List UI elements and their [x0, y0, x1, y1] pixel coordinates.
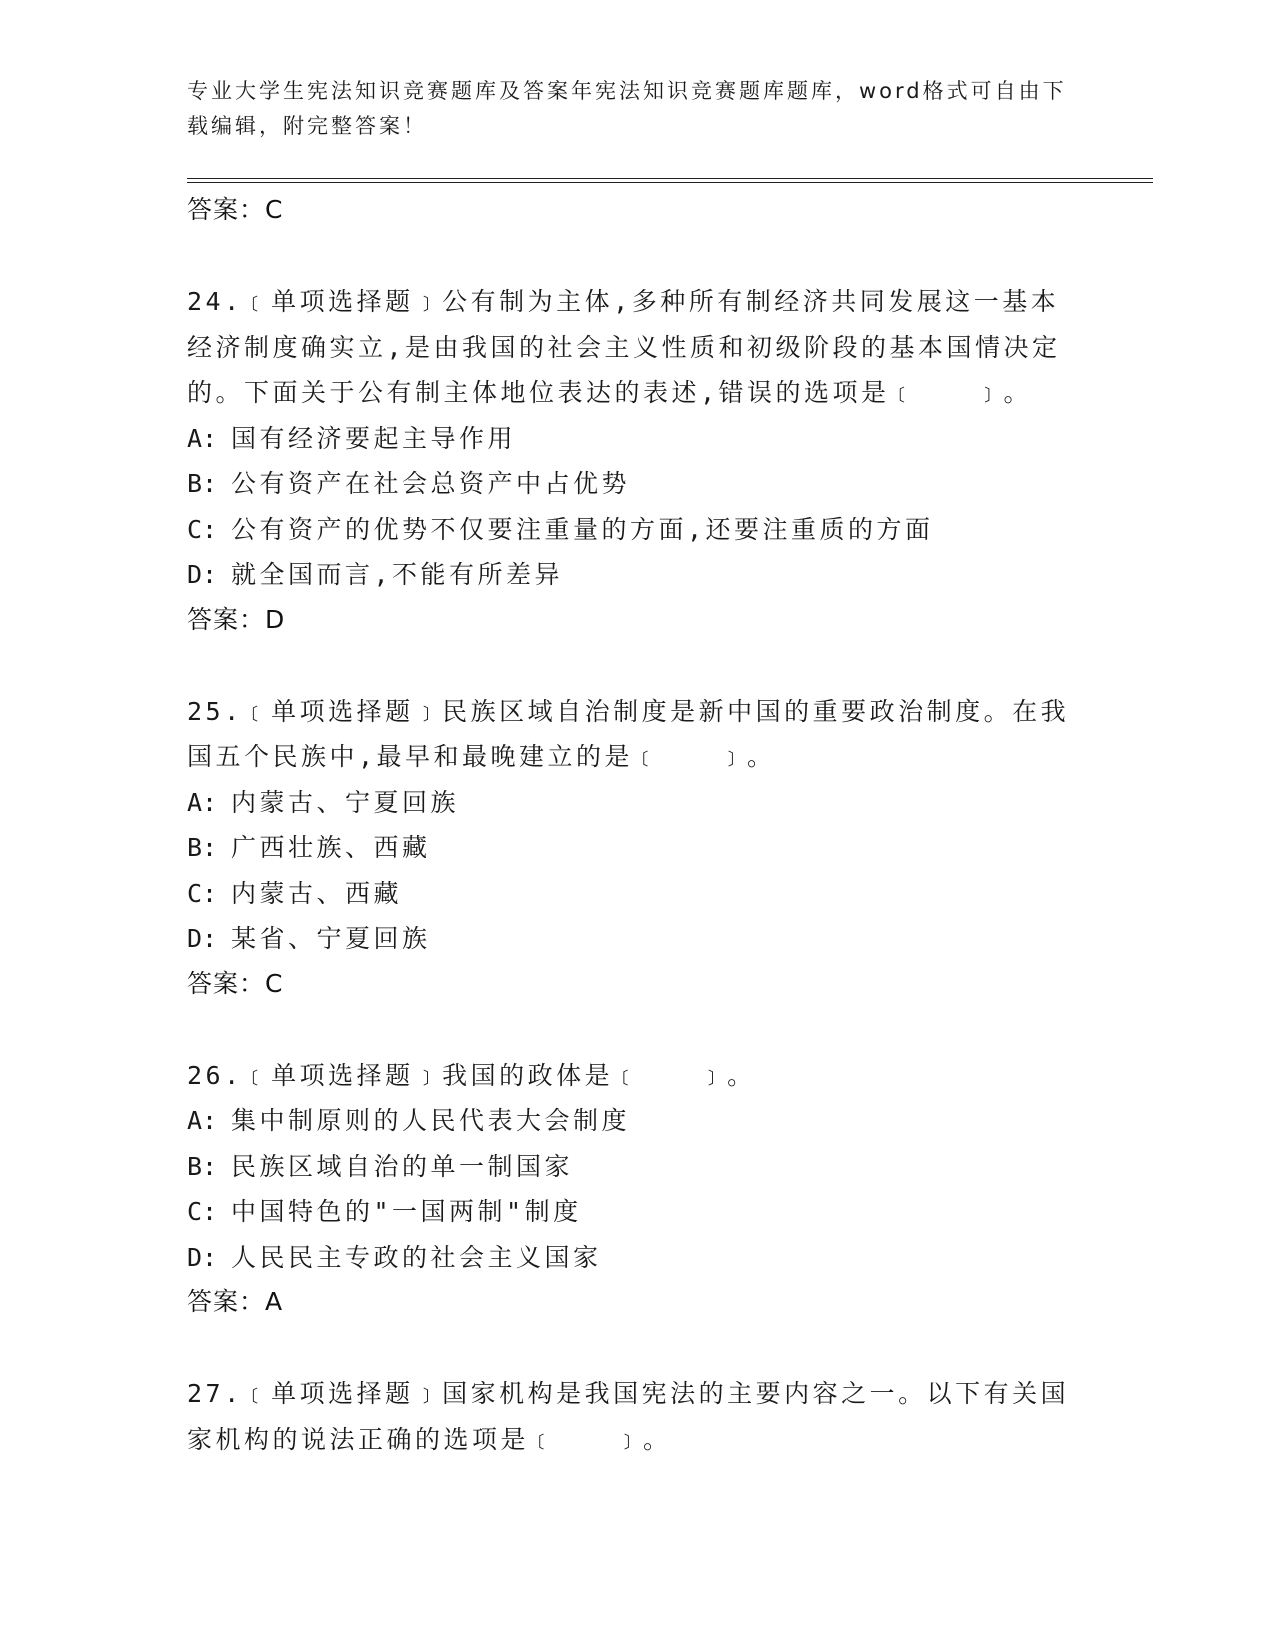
question-26	[187, 1053, 1087, 1325]
option-letter: C:	[187, 1197, 218, 1226]
option-text: 公有资产的优势不仅要注重量的方面,还要注重质的方面	[231, 514, 934, 544]
answer-line: 答案：D	[187, 604, 286, 634]
option-text: 集中制原则的人民代表大会制度	[231, 1106, 631, 1135]
option-letter: A:	[187, 423, 218, 453]
option-d	[187, 552, 1087, 598]
question-25	[187, 689, 1087, 1006]
option-letter: B:	[187, 469, 218, 498]
option-text: 某省、宁夏回族	[231, 924, 431, 953]
option-text: 民族区域自治的单一制国家	[231, 1151, 574, 1181]
question-stem: 25.﹝单项选择题﹞民族区域自治制度是新中国的重要政治制度。在我国五个民族中,最早和最晚建立的是﹝ ﹞。	[187, 696, 1070, 771]
option-text: 内蒙古、西藏	[231, 878, 403, 908]
option-text: 人民民主专政的社会主义国家	[231, 1242, 602, 1272]
question-24	[187, 279, 1087, 642]
option-letter: B:	[187, 1151, 218, 1181]
option-letter: D:	[187, 1242, 218, 1272]
option-c	[187, 507, 1087, 553]
header-divider	[187, 178, 1153, 183]
question-stem: 24.﹝单项选择题﹞公有制为主体,多种所有制经济共同发展这一基本经济制度确实立,是由我国的社会主义性质和初级阶段的基本国情决定的。下面关于公有制主体地位表达的表述,错误的选项是﹝ ﹞。	[187, 287, 1061, 407]
option-text: 广西壮族、西藏	[231, 833, 431, 862]
question-stem: 27.﹝单项选择题﹞国家机构是我国宪法的主要内容之一。以下有关国家机构的说法正确的选项是﹝ ﹞。	[187, 1379, 1070, 1454]
option-a	[187, 416, 1087, 462]
option-letter: A:	[187, 1106, 218, 1135]
option-c	[187, 871, 1087, 917]
option-text: 中国特色的"一国两制"制度	[231, 1197, 582, 1226]
option-letter: C:	[187, 878, 218, 908]
option-text: 内蒙古、宁夏回族	[231, 787, 460, 817]
option-letter: A:	[187, 787, 218, 817]
option-d	[187, 916, 1087, 962]
document-header: 专业大学生宪法知识竞赛题库及答案年宪法知识竞赛题库题库，word格式可自由下载编辑，附完整答案！	[187, 79, 1067, 138]
option-letter: D:	[187, 560, 218, 589]
option-c	[187, 1189, 1087, 1235]
option-a	[187, 780, 1087, 826]
option-text: 国有经济要起主导作用	[231, 423, 517, 453]
option-d	[187, 1235, 1087, 1281]
option-a	[187, 1098, 1087, 1144]
option-letter: C:	[187, 514, 218, 544]
question-27	[187, 1371, 1087, 1462]
question-stem: 26.﹝单项选择题﹞我国的政体是﹝ ﹞。	[187, 1060, 756, 1090]
option-b	[187, 1144, 1087, 1190]
question-content	[187, 188, 1087, 1462]
option-b	[187, 461, 1087, 507]
answer-line: 答案：C	[187, 195, 284, 224]
option-text: 公有资产在社会总资产中占优势	[231, 469, 631, 498]
answer-line: 答案：A	[187, 1287, 284, 1316]
answer-line: 答案：C	[187, 968, 284, 998]
option-letter: B:	[187, 833, 218, 862]
option-letter: D:	[187, 924, 218, 953]
option-text: 就全国而言,不能有所差异	[231, 560, 564, 589]
option-b	[187, 825, 1087, 871]
